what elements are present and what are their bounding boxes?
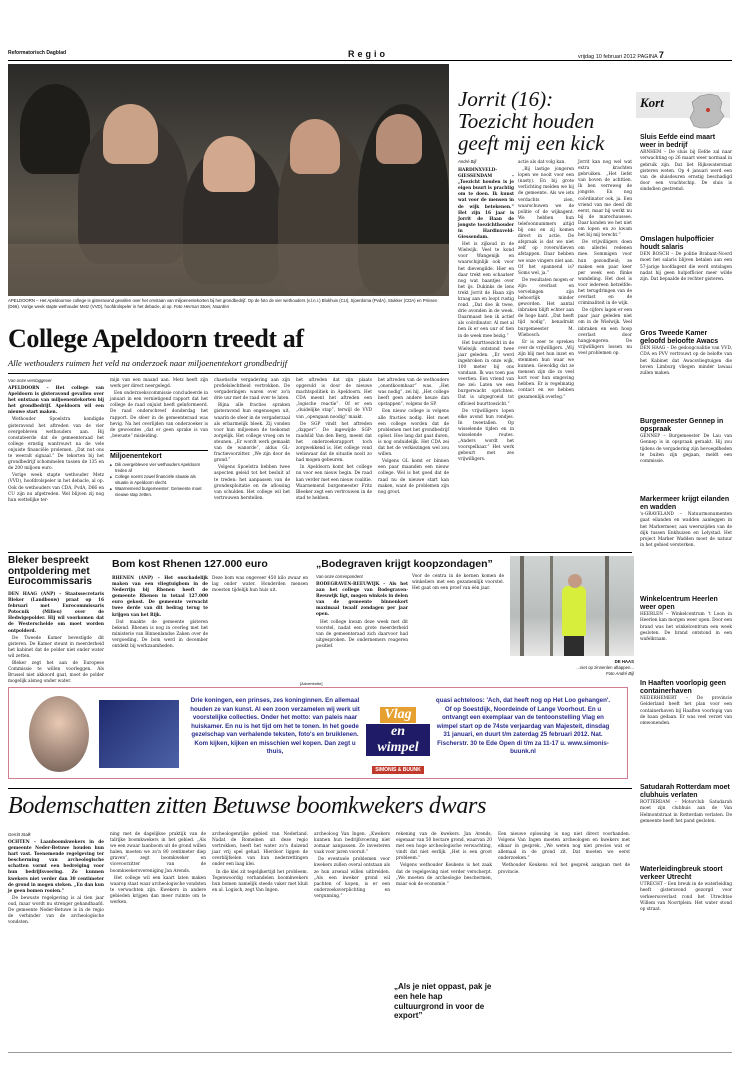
main-lead: APELDOORN – Het college van Apeldoorn is gisteravond gevallen over het ontstaan van miljoenentekorten bij het grondbedrijf. Apeldoorn wil een nieuwe start maken. [8, 386, 104, 416]
pull-quote: „Als je niet oppast, pak je een hele hap cultuurgrond in voor de export” [394, 982, 492, 1021]
main-article-col1 [8, 378, 104, 505]
paragraph: chaotische vergadering aan zijn profielslechtheid vertrokken. De vergaderingen waren over zo'n drie uur met de raad over te laten. [214, 378, 290, 402]
paragraph: De Tweede Kamer bevestigde dit gisteren. De Kamer steunt in meerderheid het kabinet dat de polder niet onder water wil zetten. [8, 635, 104, 659]
paragraph: Bleker zegt het aan de Europese Commissie te willen voorleggen. Als Brussel niet akkoord gaat, moet de polder mogelijk alsnog onder water. [8, 661, 104, 685]
paragraph: In Apeldoorn komt het college nu voor een nieuw begin. De raad kan verder met een nieuw coalitie. Waarnemend burgemeester Fritz Bleeker zegt een vertrouwen in de stad te hebben. [296, 465, 372, 501]
header-divider [8, 60, 732, 61]
tree-nursery-photo [510, 556, 634, 656]
bodem-col4 [314, 832, 390, 901]
bodem-col1 [8, 832, 104, 927]
jorrit-col2 [518, 160, 574, 402]
paragraph: Wethouder Spoelstra kondigde gisteravond het aftreden van de vier overgebleven wethouders aan. Hij constateerde dat de gemeenteraad het college ernstig wantrouwt na de vele onjuiste financiële prolemen. „Dat nut ons te weeralt signaal.” De tekorten bij het grondbedrijf schommelen tussen de 135 en de 200 miljoen euro. [8, 417, 104, 472]
jorrit-lead: HARDINXVELD-GIESSENDAM – „Toezicht houden is je eigen buurt is prachtig om te doen. Ik kunst wat voor de mensen in de wijk betekenen.” Het zijn 16 jaar is Jorrit de Haan de jongste toezichthouder in Hardinxveld-Giessendam. [458, 168, 514, 241]
section-divider [8, 788, 632, 789]
bodem-col5 [396, 832, 492, 889]
bodem-lead: OCHTEN – Laanboomkwekers in de gemeente Neder-Betuwe houden hun hart vast. Toenemende regelgeving ter bescherming van archeologische schatten vormt een bedreiging voor hun bedrijfsvoering. Zo kunnen kwekers niet verder dan 30 centimeter de grond in mogen steken. „En dan kun je geen bomen rooien.” [8, 840, 104, 894]
paragraph: De bewuste regelgeving is al tien jaar oud, maar wordt nu strenger gehandhaafd. De gemeente Neder-Betuwe is in de regio de verbinder van de archeologische vondsten. [8, 895, 104, 926]
footer-rule [8, 1052, 732, 1053]
kort-item: Markermeer krijgt eilanden en wadden 's-GRAVELAND – Natuurmonumenten gaat eilanden en wadden aanleggen in het Markermeer, aan weerszijden van de dijk tussen Enkhuizen en Lelystad. Het project Marker Wadden moet de natuur in het gebied versterken. [640, 496, 732, 548]
council-photo [8, 64, 449, 296]
kort-item: In Haaften voorlopig geen containerhaven NEDERHEMERT – De provincie Gelderland heeft het plan voor een containerhaven bij Haaften voorlopig van de baan gedaan. Er was veel verzet van omwonenden. [640, 680, 732, 726]
queen-portrait-image [29, 696, 89, 772]
paragraph: het aftreden van de wethouders „onontkoombaar” was. „Het was nodig”, zei hij. „Het college heeft geen andere keuze dan opstappen”, volgens de SP. [378, 378, 449, 408]
paragraph: rekening van de kwekers. Jan Arends, eigenaar van 50 hectare grond, waarvan 20 met een hoge archeologische verwachting, vindt dat niet eerlijk. „Het is een groot probleem.” [396, 832, 492, 862]
advertisement-tag: [Advertentie] [300, 681, 323, 686]
bom-article-col1 [112, 576, 208, 651]
bodem-headline: Bodemschatten zitten Betuwse boomkwekers dwars [8, 793, 487, 819]
paragraph: Vorige week stapte wethouder Metz (VVD), hoofdrolspeler in het debacle, al op. Ook de wethouders van CDA, PvdA, D66 en CU zijn nu afgetreden. Wel blijven zij nog hun wettelijke ter- [8, 473, 104, 503]
kort-item: Waterleidingbreuk stoort verkeer Utrecht UTRECHT – Een breuk in de waterleiding heeft gisteravond gezorgd voor verkeersoverlast rond het Utrechtse Willem van Noortplein. Het water stond op straat. [640, 866, 732, 912]
paragraph: De vrijwilligers doen om allerlei redenen mee. Sommigen voor hun gezondheid; ze maken een paar keer per week een flinke wandeling. Het doel is voor iedereen hetzelfde: het terugdringen van de overlast en de criminaliteit in de wijk. [578, 240, 632, 307]
kort-item: Winkelcentrum Heerlen weer open HEERLEN – Winkelcentrum 't Loon in Heerlen kan morgen weer open. Door een brand was het winkelcentrum een week gesloten. De brand ontstond in een wafelkraam. [640, 596, 732, 642]
bodegraven-lead: BODEGRAVEN-REEUWIJK – Als het aan het college van Bodegraven-Reeuwijk ligt, mogen winkels in delen van de gemeente binnenkort maximaal twaalf zondagen per jaar open. [316, 582, 408, 618]
ad-logo-wimpel: en wimpel [366, 724, 430, 756]
bodem-col2 [110, 832, 206, 907]
miljoen-box-item: ■ Waarnemend burgemeester: Gemeente moet nieuwe stap zetten. [110, 486, 208, 498]
miljoen-box [110, 450, 208, 498]
kort-item: Sluis Eefde eind maart weer in bedrijf ARNHEM – De sluis bij Eefde zal naar verwachting op 26 maart weer normaal in gebruik zijn. Dat liet Rijkswaterstaat gisteren weten. Op 4 januari werd een van de sluisdeuren ernstig beschadigd door een vrachtschip. De sluis is sindsdien gestremd. [640, 134, 732, 192]
ad-brand: SIMONIS & BUUNK [372, 766, 424, 774]
paragraph: Het buurttoezicht in de Wielwijk ontstond twee jaar geleden. „Er werd ingebroken in onze wijk, 100 meter bij ons vandaan. Ik was toen pas veertien. Een vriend van me zei: Laten we een burgerwacht oprichten. Dat is uitgegroeid tot officieel buurttoezicht.” [458, 340, 514, 407]
headline-rule [8, 373, 449, 374]
paragraph: De vrijwilligers lopen elke avond hun rondjes. In tweetallen. Op wisselende tijden en in wisselende routes. „Anders wordt het voorspelbaar.” Het werk gebeurt met zes vrijwilligers. [458, 408, 514, 463]
paragraph: Deze bom was ongeveer 450 kilo zwaar en lag onder water. Honderden mensen moesten tijdelijk hun huis uit. [212, 576, 308, 594]
bleker-lead: DEN HAAG (ANP) – Staatssecretaris Bleker (Landbouw) praat op 16 februari met Eurocommissaris Potocnik (Milieu) over de Hedwigepolder. Hij wil voorkomen dat de Westerschelde om moet worden ontpolderd. [8, 592, 104, 634]
bom-article-col2 [212, 576, 308, 595]
jorrit-byline: André Bijl [458, 159, 477, 164]
main-byline: Van onze verslaggever [8, 378, 52, 383]
page-date: vrijdag 10 februari 2012 PAGINA 7 [578, 50, 664, 60]
paragraph: Een onderzoekscommissie concludeerde in januari in een vernietigend rapport dat het college de raad onjuist heeft geïnformeerd. De raad onderschreef donderdag het rapport. De sfeer in de gemeenteraad was hevig. Na het overlijden van onderzoeker is de gewoontes „dat er geen sprake is van „bewuste” misleiding. [110, 391, 208, 439]
paragraph: Volgens GL komt er binnen een paar maanden een nieuw college. Wel is het goed dat de raad nu de nieuwe start kan maken, want de problemen zijn nog groot. [378, 459, 449, 495]
paragraph: Voor de centra in de kernen komen de winkeliers met een gezamenlijk voorstel. Het gaat om een proef van één jaar. [412, 574, 504, 592]
kort-item: Satudarah Rotterdam moet clubhuis verlaten ROTTERDAM – Motorclub Satudarah moet zijn clubhuis aan de Van Helmontstraat in Rotterdam verlaten. De gemeente heeft het pand gesloten. [640, 784, 732, 824]
ad-logo [366, 703, 430, 775]
paragraph: Een nieuw college is volgens alle fracties nodig. Het moet een college worden dat de problemen met het grondbedrijf oplost. Hoe lang dat gaat duren, is nog onduidelijk. Het CDA zei dat het de verkiezingen wel zou willen. [378, 409, 449, 458]
netherlands-map-icon [680, 90, 730, 130]
paragraph: Volgens wethouder Keukens is het zaak dat de regelgeving niet verder verscherpt. „We moeten de archeologie beschermen, maar ook de economie.” [396, 863, 492, 887]
bleker-headline: Bleker bespreekt ontpoldering met Eurocommissaris [8, 555, 92, 587]
section-title: Regio [348, 49, 389, 59]
bodem-byline: Gerritt Stalk [8, 832, 31, 837]
kort-title: Kort [640, 95, 664, 110]
paragraph: In die klei zit tegelijkertijd het probleem. Tegenwoordig verhandelen boomkwekers hun bomen namelijk steeds vaker met kluit en al. Logisch, zegt Van Ingen. [212, 869, 308, 893]
miljoen-box-item: ■ Dik overgebleven vier wethouders Apeldoorn treden af [110, 462, 208, 474]
kort-item: Burgemeester Gennep in opspraak GENNEP – Burgemeester De Lau van Gennep is in opspraak geraakt. Hij zou tijdens de vergadering zijn bevoegdheden te buiten zijn gegaan, meldt een commissie. [640, 418, 732, 464]
bodem-col6 [498, 832, 630, 877]
paragraph: Wethouder Keukens wil het gesprek aangaan met de provincie. [498, 863, 630, 875]
kort-item: Omslagen hulpofficier houdt salaris DEN BOSCH – De politie Brabant-Noord moet het salaris blijven betalen aan een 57-jarige hoofdagent die werd ontslagen nadat hij geen hulpofficier meer wilde zijn. Dat bepaalde de rechter gisteren. [640, 236, 732, 282]
main-article-col5 [378, 378, 449, 497]
paragraph: Het college wil een kaart laten maken waarop staat waar archeologische vondsten te verwachten zijn. Kwekers in andere gebieden krijgen dan meer ruimte om te werken. [110, 875, 206, 906]
paragraph: Een nieuwe oplossing is nog niet direct voorhanden. Volgens Van Ingen moeten archeologen en kwekers met elkaar in gesprek. „We weten nog niet precies wat er allemaal in de grond zit. Dat moeten we eerst onderzoeken.” [498, 832, 630, 862]
paragraph: Het is zijkoud in de Wielwijk. Veel te kond voor Wangenijk en waarschijnlijk ook voor het dievengilde. Hier en daar trekt een schaatser nog wat baantjes over het ijs. Dukinks de lens trekt Jorrit de Haan zijn kraag aan en loopt rustig rond. „Dat doe ik twee, drie avonden in de week. Daarmaast ben ik actief als coördinator. Al met al ben ik er een uur of tien in de week mee bezig.” [458, 242, 514, 339]
newspaper-name: Reformatorisch Dagblad [8, 50, 67, 56]
ad-right-text: quasi achteloos: 'Ach, dat heeft nog op Het Loo gehangen'. Of op Soestdijk, Noordeinde of Lange Voorhout. En u ontvangt een exemplaar van de tentoonstelling Vlag en wimpel start op de 74ste verjaardag van Majesteit, dinsdag 31 januari, en duurt t/m zaterdag 25 februari 2012. Nat. Fischerstr. 30 te Ede Open di t/m za 11-17 u. www.simonis-buunk.nl [435, 697, 611, 756]
paragraph: archeoloog Van Ingen. „Kwekers kunnen hun bedrijfsvoering niet zomaar aanpassen. Ze investeren vaak voor jaren vooruit.” [314, 832, 390, 856]
paragraph: De cijfers lagen er een paar jaar geleden niet om in de Wielwijk. Veel inbraken en een hoop overlast door hangjongeren. De vrijwilligers lossen nu veel problemen op. [578, 308, 632, 356]
bleker-article [8, 592, 104, 686]
paragraph: De eventuele problemen voor kwekers zullen overal ontstaan als ze hun arsenal willen uitbreiden. „Als een kweker grond wil pachten of kopen, is er een onderzoeksverplichting en vergunning.” [314, 857, 390, 899]
photo-credit: Foto Herman Stoer, Naarden [173, 303, 229, 309]
paragraph: Het college kwam deze week met dit voorstel, nadat een grote meerderheid van de gemeenteraad zich daarvoor had uitgesproken. De ondernemers reageren positief. [316, 619, 408, 649]
ad-logo-vlag: Vlag [380, 707, 415, 723]
bodegraven-headline: „Bodegraven krijgt koopzondagen” [316, 558, 493, 570]
paragraph: De SGP vindt het aftreden „dapper”. De ingewijde SGP-raadslid Van den Berg, meent dat het onderzoeksrapport toch zorgwekkend is. Het college vond weliswaar dat de situatie nooit zo had mogen gebeuren. [296, 421, 372, 464]
miljoen-box-title: Miljoenentekort [110, 453, 162, 460]
paragraph: mijn van een maand aan. Metz heeft zijn werk per direct neergelegd. [110, 378, 208, 390]
caption-text: ...niet op zinnenlen aftappen... [576, 665, 634, 671]
paragraph: actie als dat volg kan. [518, 160, 566, 165]
page-number: 7 [658, 50, 664, 60]
paragraph: het aftreden dat zijn plaats opgevuld is door de nieuwe machtspolitiek in Apeldoorn. Het CDA meent het aftreden een „logische reactie”. Of er een „duidelijke stap”, terwijl de VVD van „opengaan noodig” maakt. [296, 378, 372, 420]
kort-item: Gros Tweede Kamer geloofd beloofte Awacs DEN HAAG – De gedoogcoalitie van VVD, CDA en PVV vertrouwt op de belofte van het Kabinet dat Awacsvliegtuigen die boven Limburg vliegen minder lawaai zullen maken. [640, 330, 732, 376]
section-divider [8, 552, 632, 553]
bom-headline: Bom kost Rhenen 127.000 euro [112, 558, 268, 570]
jorrit-headline: Jorrit (16): Toezicht houden geeft mij een kick [458, 87, 605, 156]
miljoen-box-item: ■ College noemt zowel financiële situatie als situatie in Apeldoorn slecht. [110, 474, 208, 486]
main-headline: College Apeldoorn treedt af [8, 324, 304, 353]
main-article-col3 [214, 378, 290, 503]
paragraph: Jorrit kan nog wel wat extra krachten gebruiken. „Het liefst van boven de achttien. Ik ben verreweg de jongste. En nog coördinator ook, ja. Een vriend van me deed dit eerst, maar hij werkt nu bij de marechaussee. Daar konden we het niet om lopen en zo kwam het bij mij terecht.” [578, 160, 632, 239]
caption-name: DE HAAS [614, 659, 634, 664]
ad-left-text: Drie koningen, een prinses, zes koninginnen. En allemaal houden ze van kunst. Al een zoon verzamelen wij werk uit voorstelijke collecties. Onder het motto: van paleis naar huiskamer. En nu is het tijd om het te tonen. In het goede gezelschap van verhalende teksten, foto's en bruiklenen. Kom kijken, kijken en misschien wel kopen. Dan zegt u thuis, [190, 697, 360, 756]
paragraph: ning met de dagelijkse praktijk van de talrijke boomkwekers in het gebied. „Als we een zwaar laanboom uit de grond willen halen, moeten we zo'n 80 centimeter diep graven”, zegt boomkweker en vicevoorzitter van de boomkwekersvereniging Jan Arends. [110, 832, 206, 874]
main-subheadline: Alle wethouders ruimen het veld na onderzoek naar miljoenentekort grondbedrijf [8, 358, 288, 368]
paragraph: „Bij lastige jongeren lopen we nooit voor een (nasty). En bij grote verlichting melden we bij de gemeente. Als we iets verdachts zien, waarschuwen we de politie of de wijkagent. We hebben hun telefoonnummers altijd bij ons en zij komen direct in actie. De afspraak is dat we niet zelf op rovers/dieven afstappen. Daar hebben we onze vingers niet aan. Of het spannend is? Soms wel, ja.” [518, 167, 574, 276]
jorrit-col3 [578, 160, 632, 358]
photo-caption: APELDOORN – Het Apeldoornse college is gisteravond gevallen over het omstaan van miljoenentekorten bij het grondbedrijf. Op de foto de vier wethouders (v.l.n.r.) Blokhuis (CU), Sjoerdsma (PvdA), Stukker (CDA) en Prinsen (D66). Vorige week stapte wethouder Metz (VVD), hoofdrolspeler in het debacle, al op. Foto Herman Stoer, Naarden [8, 298, 438, 309]
tree-photo-caption [574, 659, 634, 677]
bodegraven-article-col2 [412, 574, 504, 593]
paragraph: De resultaten mogen er zijn: overlast en vervelingen zijn behoorlijk minder geworden. Het aantal inbraken blijft echter aan de hoge kant. „Dat heeft tijd nodig”, benadrukt burgemeester M. Wiebosch. [518, 277, 574, 338]
photo-credit: Foto André Bijl [605, 671, 634, 677]
jorrit-col1 [458, 168, 514, 465]
painting-image [99, 700, 179, 768]
paragraph: Dat maakte de gemeente gisteren bekend. Rhenen is nog in overleg met het ministerie van Binnenlandse Zaken over de vergoeding. De bom werd in december ontdekt bij werkzaamheden. [112, 619, 208, 650]
paragraph: Bijna alle fracties spraken gisteravond hun ongenoegen uit, waarin de sfeer in de vergaderzaal als erbarmelijk bleek. Zij vonden voor hun miljoenen de toekomst zorgelijk. Het college vroeg om te steunen. „Er wordt werk gemaakt van de wanorde”, aldus GL-fractievoorzitter. „We zijn door de grond.” [214, 403, 290, 464]
paragraph: Volgens Spoelstra hebben twee aspecten geleid tot het besluit af te treden: het aanpassen van de grondexploitatie en de aflossing van schulden. Het college wil het vertrouwen herstellen. [214, 465, 290, 501]
paragraph: Er is zeer te spreken over de vrijwilligers. „Wij zijn blij met hun inzet en stemmen hun waar we kunnen. Gewoldig dat ze mensen zijn die zo veel kort voor hun omgeving hebben. Er is regelmatig contact en we hebben gezamenlijk overleg.” [518, 339, 574, 400]
main-article-col2 [110, 378, 208, 441]
bom-lead: RHENEN (ANP) – Het onschadelijk maken van een vliegtuigbom in de Nederrijn bij Rhenen heeft de gemeente Rhenen in totaal 127.000 euro gekost. De gemeente verwacht twee derde van dit bedrag terug te krijgen van het Rijk. [112, 576, 208, 618]
bodegraven-byline: Van onze correspondent [316, 574, 363, 579]
bodem-col3 [212, 832, 308, 895]
main-article-col4 [296, 378, 372, 503]
paragraph: archeologenrijke gebied van Nederland. Nadat de Romeinen uit deze regio vertrokken, heeft het water zo'n duizend jaar vrij spel gehad. Hierdoor liggen de overblijfselen van hun nederzettingen onder een laag klei. [212, 832, 308, 868]
bodegraven-article-col1 [316, 574, 408, 651]
